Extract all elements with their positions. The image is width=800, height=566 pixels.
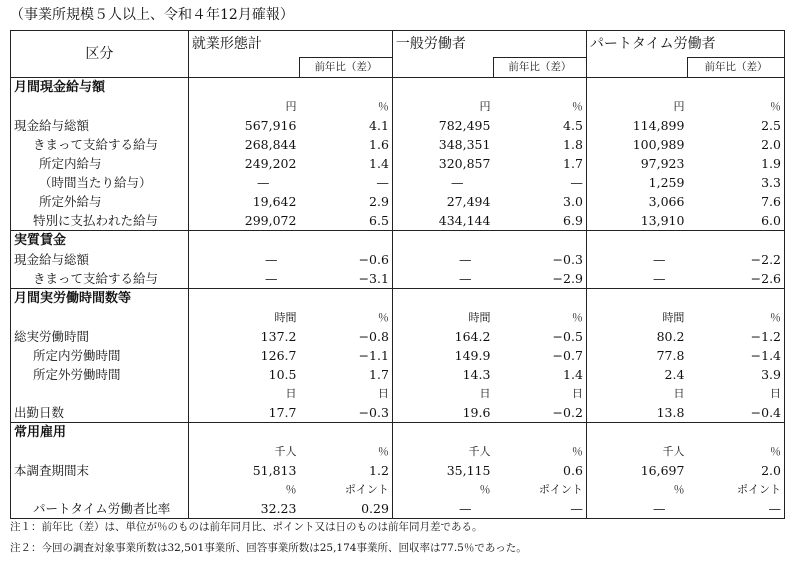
table-row: 現金給与総額 567,916 4.1 782,495 4.5 114,899 2.5 bbox=[11, 116, 785, 135]
section-real: 実質賃金 bbox=[11, 231, 189, 251]
section-employ: 常用雇用 bbox=[11, 423, 189, 443]
table-row: きまって支給する給与 268,844 1.6 348,351 1.8 100,989 2.0 bbox=[11, 135, 785, 154]
table-row: 所定内給与 249,202 1.4 320,857 1.7 97,923 1.9 bbox=[11, 154, 785, 173]
table-row: 総実労働時間 137.2 −0.8 164.2 −0.5 80.2 −1.2 bbox=[11, 327, 785, 346]
unit-row: 千人 ％ 千人 ％ 千人 ％ bbox=[11, 442, 785, 461]
table-row: 所定外給与 19,642 2.9 27,494 3.0 3,066 7.6 bbox=[11, 192, 785, 211]
section-row bbox=[11, 78, 785, 98]
note-2: 注２：今回の調査対象事業所数は32,501事業所、回答事業所数は25,174事業所、回収率は77.5％であった。 bbox=[10, 542, 527, 554]
ratio-header: 前年比（差） bbox=[299, 58, 392, 78]
table-row: （時間当たり給与） — — — — 1,259 3.3 bbox=[11, 173, 785, 192]
table-row: 所定外労働時間 10.5 1.7 14.3 1.4 2.4 3.9 bbox=[11, 365, 785, 384]
section-hours: 月間実労働時間数等 bbox=[11, 289, 189, 309]
unit-row: 円 ％ 円 ％ 円 ％ bbox=[11, 97, 785, 116]
section-row bbox=[11, 423, 785, 443]
unit-row: 時間 ％ 時間 ％ 時間 ％ bbox=[11, 308, 785, 327]
statistics-table bbox=[10, 30, 785, 519]
table-row: 出勤日数 17.7 −0.3 19.6 −0.2 13.8 −0.4 bbox=[11, 403, 785, 423]
header-group-total: 就業形態計 bbox=[188, 31, 392, 58]
header-group-general: 一般労働者 bbox=[392, 31, 586, 58]
ratio-header: 前年比（差） bbox=[493, 58, 586, 78]
section-row bbox=[11, 231, 785, 251]
table-row: きまって支給する給与 — −3.1 — −2.9 — −2.6 bbox=[11, 269, 785, 289]
table-row: パートタイム労働者比率 32.23 0.29 — — — — bbox=[11, 499, 785, 519]
header-label: 区分 bbox=[11, 31, 189, 78]
table-row: 現金給与総額 — −0.6 — −0.3 — −2.2 bbox=[11, 250, 785, 269]
header-group-part: パートタイム労働者 bbox=[586, 31, 784, 58]
table-caption: （事業所規模５人以上、令和４年12月確報） bbox=[10, 7, 294, 23]
header-row bbox=[11, 31, 785, 58]
table-row: 本調査期間末 51,813 1.2 35,115 0.6 16,697 2.0 bbox=[11, 461, 785, 480]
section-wage: 月間現金給与額 bbox=[11, 78, 189, 98]
unit-row: 日 日 日 日 日 日 bbox=[11, 384, 785, 403]
section-row bbox=[11, 289, 785, 309]
unit-row: ％ ポイント ％ ポイント ％ ポイント bbox=[11, 480, 785, 499]
table-row: 所定内労働時間 126.7 −1.1 149.9 −0.7 77.8 −1.4 bbox=[11, 346, 785, 365]
note-1: 注１：前年比（差）は、単位が％のものは前年同月比、ポイント又は日のものは前年同月差である。 bbox=[10, 521, 483, 533]
ratio-header: 前年比（差） bbox=[687, 58, 784, 78]
table-row: 特別に支払われた給与 299,072 6.5 434,144 6.9 13,910 6.0 bbox=[11, 211, 785, 231]
